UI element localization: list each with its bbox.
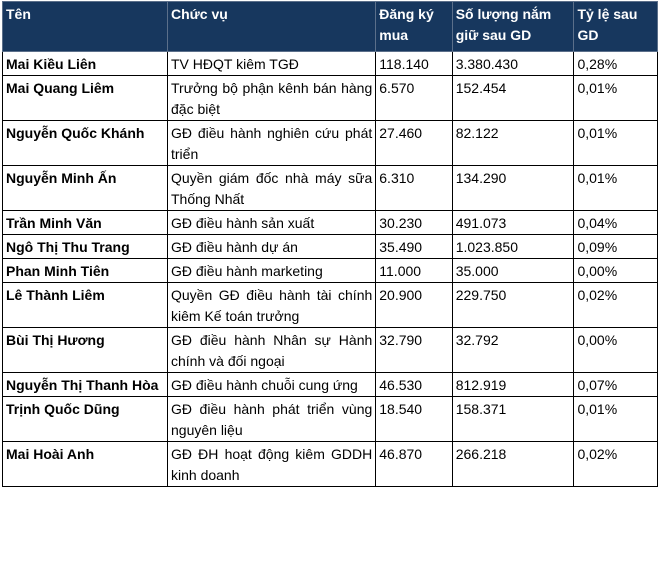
cell-role: GĐ ĐH hoạt động kiêm GDDH kinh doanh bbox=[168, 442, 376, 487]
table-row bbox=[3, 442, 658, 487]
cell-ratio: 0,07% bbox=[574, 373, 658, 397]
cell-name: Trịnh Quốc Dũng bbox=[3, 397, 168, 442]
table-row bbox=[3, 259, 658, 283]
table-row bbox=[3, 373, 658, 397]
cell-name: Trần Minh Văn bbox=[3, 211, 168, 235]
cell-name: Mai Hoài Anh bbox=[3, 442, 168, 487]
cell-role: GĐ điều hành chuỗi cung ứng bbox=[168, 373, 376, 397]
cell-registered: 46.530 bbox=[376, 373, 452, 397]
cell-ratio: 0,02% bbox=[574, 442, 658, 487]
cell-registered: 6.310 bbox=[376, 166, 452, 211]
cell-registered: 35.490 bbox=[376, 235, 452, 259]
cell-name: Bùi Thị Hương bbox=[3, 328, 168, 373]
cell-holding: 229.750 bbox=[452, 283, 574, 328]
cell-role: Quyền GĐ điều hành tài chính kiêm Kế toán trưởng bbox=[168, 283, 376, 328]
cell-ratio: 0,28% bbox=[574, 52, 658, 76]
cell-name: Nguyễn Thị Thanh Hòa bbox=[3, 373, 168, 397]
cell-registered: 118.140 bbox=[376, 52, 452, 76]
cell-holding: 35.000 bbox=[452, 259, 574, 283]
cell-name: Nguyễn Quốc Khánh bbox=[3, 121, 168, 166]
cell-registered: 46.870 bbox=[376, 442, 452, 487]
cell-holding: 152.454 bbox=[452, 76, 574, 121]
header-registered: Đăng ký mua bbox=[376, 2, 452, 52]
cell-holding: 32.792 bbox=[452, 328, 574, 373]
cell-ratio: 0,01% bbox=[574, 166, 658, 211]
cell-role: GĐ điều hành phát triển vùng nguyên liệu bbox=[168, 397, 376, 442]
table-row bbox=[3, 166, 658, 211]
table-row bbox=[3, 121, 658, 166]
table-row bbox=[3, 397, 658, 442]
cell-holding: 266.218 bbox=[452, 442, 574, 487]
cell-role: GĐ điều hành dự án bbox=[168, 235, 376, 259]
table-row bbox=[3, 283, 658, 328]
cell-role: Trưởng bộ phận kênh bán hàng đặc biệt bbox=[168, 76, 376, 121]
cell-name: Ngô Thị Thu Trang bbox=[3, 235, 168, 259]
cell-registered: 11.000 bbox=[376, 259, 452, 283]
cell-role: GĐ điều hành sản xuất bbox=[168, 211, 376, 235]
table-row bbox=[3, 328, 658, 373]
cell-holding: 82.122 bbox=[452, 121, 574, 166]
cell-ratio: 0,02% bbox=[574, 283, 658, 328]
cell-role: Quyền giám đốc nhà máy sữa Thống Nhất bbox=[168, 166, 376, 211]
cell-name: Mai Kiều Liên bbox=[3, 52, 168, 76]
cell-role: GĐ điều hành marketing bbox=[168, 259, 376, 283]
header-ratio: Tỷ lệ sau GD bbox=[574, 2, 658, 52]
cell-role: TV HĐQT kiêm TGĐ bbox=[168, 52, 376, 76]
cell-ratio: 0,01% bbox=[574, 397, 658, 442]
cell-registered: 30.230 bbox=[376, 211, 452, 235]
header-row bbox=[3, 2, 658, 52]
cell-ratio: 0,01% bbox=[574, 121, 658, 166]
header-holding: Số lượng nắm giữ sau GD bbox=[452, 2, 574, 52]
insider-trading-table bbox=[2, 1, 658, 487]
cell-name: Mai Quang Liêm bbox=[3, 76, 168, 121]
cell-holding: 3.380.430 bbox=[452, 52, 574, 76]
cell-holding: 491.073 bbox=[452, 211, 574, 235]
cell-registered: 6.570 bbox=[376, 76, 452, 121]
cell-name: Lê Thành Liêm bbox=[3, 283, 168, 328]
cell-ratio: 0,09% bbox=[574, 235, 658, 259]
cell-registered: 27.460 bbox=[376, 121, 452, 166]
header-name: Tên bbox=[3, 2, 168, 52]
cell-holding: 158.371 bbox=[452, 397, 574, 442]
table-body bbox=[3, 52, 658, 487]
cell-registered: 32.790 bbox=[376, 328, 452, 373]
cell-ratio: 0,01% bbox=[574, 76, 658, 121]
table-header bbox=[3, 2, 658, 52]
cell-registered: 20.900 bbox=[376, 283, 452, 328]
cell-holding: 1.023.850 bbox=[452, 235, 574, 259]
table-row bbox=[3, 211, 658, 235]
cell-registered: 18.540 bbox=[376, 397, 452, 442]
cell-ratio: 0,00% bbox=[574, 328, 658, 373]
table-row bbox=[3, 235, 658, 259]
cell-holding: 134.290 bbox=[452, 166, 574, 211]
cell-name: Nguyễn Minh Ấn bbox=[3, 166, 168, 211]
cell-role: GĐ điều hành Nhân sự Hành chính và đối ngoại bbox=[168, 328, 376, 373]
table-row bbox=[3, 52, 658, 76]
cell-role: GĐ điều hành nghiên cứu phát triển bbox=[168, 121, 376, 166]
header-role: Chức vụ bbox=[168, 2, 376, 52]
cell-ratio: 0,00% bbox=[574, 259, 658, 283]
cell-ratio: 0,04% bbox=[574, 211, 658, 235]
cell-holding: 812.919 bbox=[452, 373, 574, 397]
table-row bbox=[3, 76, 658, 121]
cell-name: Phan Minh Tiên bbox=[3, 259, 168, 283]
